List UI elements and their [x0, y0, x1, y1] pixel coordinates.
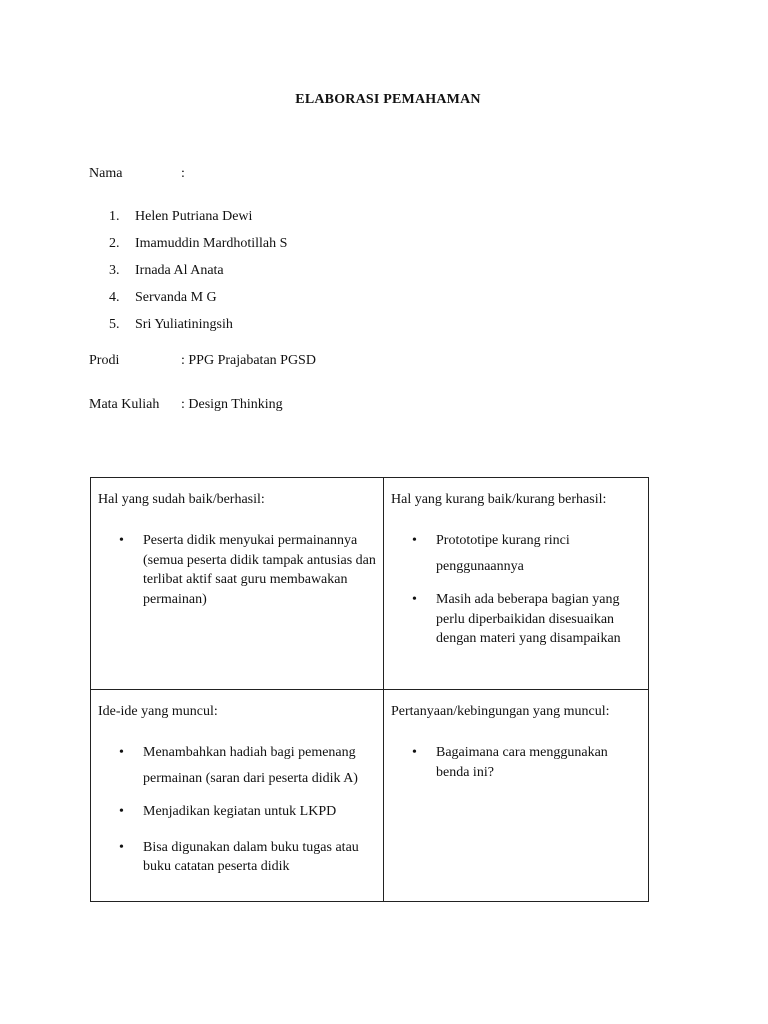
list-item — [384, 590, 646, 649]
mata-kuliah-value: : Design Thinking — [181, 397, 283, 412]
member-list — [109, 207, 287, 342]
list-item — [384, 528, 584, 580]
nama-label: Nama — [89, 166, 123, 181]
member-name: Irnada Al Anata — [135, 263, 224, 278]
cell-heading: Ide-ide yang muncul: — [98, 704, 218, 719]
list-item — [91, 802, 381, 822]
bullet-icon: • — [119, 745, 124, 760]
member-name: Sri Yuliatiningsih — [135, 317, 233, 332]
cell-successes — [91, 478, 383, 689]
list-item — [91, 531, 381, 609]
nama-separator: : — [181, 166, 185, 181]
list-item-text: Bagaimana cara menggunakan benda ini? — [436, 745, 608, 780]
bullet-icon: • — [119, 533, 124, 548]
member-number: 1. — [109, 209, 120, 224]
member-name: Servanda M G — [135, 290, 217, 305]
member-number: 2. — [109, 236, 120, 251]
list-item-text: Menjadikan kegiatan untuk LKPD — [143, 804, 337, 819]
prodi-label: Prodi — [89, 353, 120, 368]
bullet-icon: • — [412, 745, 417, 760]
cell-questions — [384, 690, 649, 902]
bullet-list — [384, 743, 634, 782]
reflection-table — [90, 477, 649, 902]
cell-heading: Hal yang sudah baik/berhasil: — [98, 492, 265, 507]
member-name: Imamuddin Mardhotillah S — [135, 236, 288, 251]
member-item — [109, 207, 287, 234]
member-item — [109, 261, 287, 288]
list-item-text: Bisa digunakan dalam buku tugas atau buku catatan peserta didik — [143, 839, 359, 874]
member-item — [109, 315, 287, 342]
list-item-text: Protototipe kurang rinci penggunaannya — [436, 533, 570, 574]
member-name: Helen Putriana Dewi — [135, 209, 253, 224]
list-item-text: Peserta didik menyukai permainannya (semua peserta didik tampak antusias dan terlibat aktif saat guru membawakan permainan) — [143, 533, 376, 607]
cell-ideas — [91, 690, 383, 902]
member-item — [109, 288, 287, 315]
bullet-list — [91, 740, 381, 877]
member-number: 3. — [109, 263, 120, 278]
bullet-icon: • — [412, 592, 417, 607]
page-title: ELABORASI PEMAHAMAN — [295, 92, 481, 107]
list-item — [91, 838, 381, 877]
bullet-icon: • — [119, 804, 124, 819]
prodi-value: : PPG Prajabatan PGSD — [181, 353, 316, 368]
bullet-icon: • — [119, 839, 124, 855]
cell-heading: Hal yang kurang baik/kurang berhasil: — [391, 492, 607, 507]
member-item — [109, 234, 287, 261]
bullet-list — [384, 528, 646, 649]
list-item — [384, 743, 634, 782]
list-item — [91, 740, 381, 792]
mata-kuliah-label: Mata Kuliah — [89, 397, 160, 412]
member-number: 5. — [109, 317, 120, 332]
cell-shortcomings — [384, 478, 649, 689]
list-item-text: Masih ada beberapa bagian yang perlu diperbaikidan disesuaikan dengan materi yang disampaikan — [436, 592, 621, 646]
member-number: 4. — [109, 290, 120, 305]
list-item-text: Menambahkan hadiah bagi pemenang permainan (saran dari peserta didik A) — [143, 745, 358, 786]
bullet-icon: • — [412, 533, 417, 548]
bullet-list — [91, 531, 381, 609]
cell-heading: Pertanyaan/kebingungan yang muncul: — [391, 704, 610, 719]
